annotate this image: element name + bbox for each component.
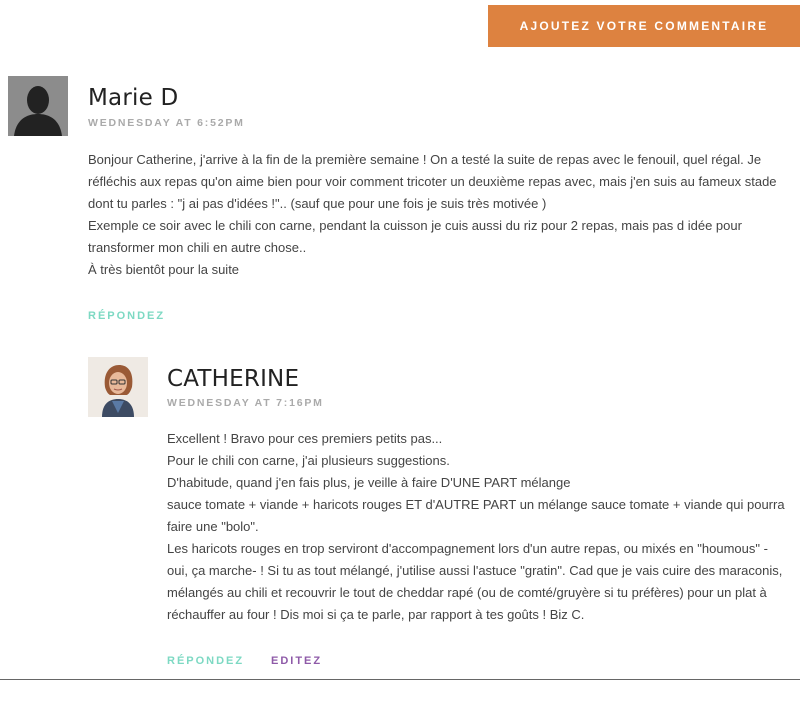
comment-body <box>88 149 800 281</box>
comment-line: D'habitude, quand j'en fais plus, je veille à faire D'UNE PART mélange <box>167 475 571 490</box>
comment-body <box>167 428 800 626</box>
comment-author: CATHERINE <box>167 366 300 392</box>
avatar <box>88 357 148 417</box>
reply-link[interactable]: RÉPONDEZ <box>88 310 166 322</box>
reply-link[interactable]: RÉPONDEZ <box>167 655 245 667</box>
comment-date-link[interactable]: WEDNESDAY AT 6:52PM <box>88 117 245 129</box>
comment-line: dont tu parles : "j ai pas d'idées !".. (sauf que pour une fois je suis très motivée ) <box>88 196 547 211</box>
comment-author: Marie D <box>88 85 179 111</box>
user-photo <box>88 357 148 417</box>
default-silhouette-icon <box>8 76 68 136</box>
comment-date-link[interactable]: WEDNESDAY AT 7:16PM <box>167 397 324 409</box>
comment-line: Bonjour Catherine, j'arrive à la fin de la première semaine ! On a testé la suite de repas avec le fenouil, quel régal. Je <box>88 152 762 167</box>
comment-line: transformer mon chili en autre chose.. <box>88 240 307 255</box>
avatar <box>8 76 68 136</box>
comment-line: mélangés au chili et recouvrir le tout de cheddar rapé (ou de comté/gruyère si tu préfères) pour un plat à <box>167 585 767 600</box>
add-comment-button[interactable]: AJOUTEZ VOTRE COMMENTAIRE <box>488 5 800 47</box>
comment-line: Excellent ! Bravo pour ces premiers petits pas... <box>167 431 443 446</box>
edit-link[interactable]: EDITEZ <box>271 655 323 667</box>
comment-line: À très bientôt pour la suite <box>88 262 240 277</box>
comment-line: réchauffer au four ! Dis moi si ça te parle, par rapport à tes goûts ! Biz C. <box>167 607 585 622</box>
comment-line: sauce tomate + viande + haricots rouges ET d'AUTRE PART un mélange sauce tomate + viande qui pourra <box>167 497 785 512</box>
comment-line: réfléchis aux repas qu'on aime bien pour voir comment tricoter un deuxième repas avec, mais j'en suis au fameux stade <box>88 174 777 189</box>
comment-line: Pour le chili con carne, j'ai plusieurs suggestions. <box>167 453 450 468</box>
section-divider <box>0 679 800 680</box>
comment-line: faire une "bolo". <box>167 519 259 534</box>
comment-line: Les haricots rouges en trop serviront d'accompagnement lors d'un autre repas, ou mixés en "houmous" - <box>167 541 768 556</box>
comment-line: oui, ça marche- ! Si tu as tout mélangé, j'utilise aussi l'astuce "gratin". Cad que je vais cuire des maraconis, <box>167 563 783 578</box>
comment-line: Exemple ce soir avec le chili con carne, pendant la cuisson je cuis aussi du riz pour 2 repas, mais pas d idée pour <box>88 218 742 233</box>
